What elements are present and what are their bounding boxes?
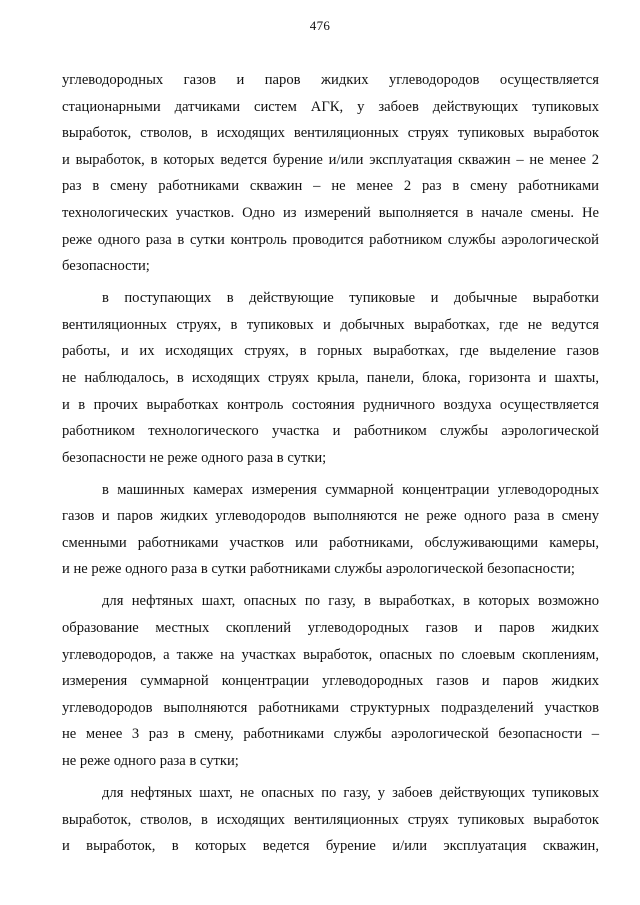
paragraph-1 <box>62 67 599 280</box>
paragraph-4 <box>62 588 599 774</box>
page-number: 476 <box>309 18 331 33</box>
text-line: углеводородов выполняются работниками структурных подразделений участков <box>62 699 599 716</box>
text-line: не реже одного раза в сутки; <box>62 753 239 770</box>
text-line: и в прочих выработках контроль состояния рудничного воздуха осуществляется <box>62 396 599 413</box>
text-line: и не реже одного раза в сутки работниками службы аэрологической безопасности; <box>62 561 575 578</box>
text-line: образование местных скоплений углеводородных газов и паров жидких <box>62 620 599 637</box>
text-line: сменными работниками участков или работниками, обслуживающими камеры, <box>62 534 599 551</box>
paragraph-5 <box>62 780 599 860</box>
text-line: в машинных камерах измерения суммарной концентрации углеводородных <box>102 481 599 498</box>
paragraph-2 <box>62 285 599 471</box>
text-line: не наблюдалось, в исходящих струях крыла, панели, блока, горизонта и шахты, <box>62 369 599 386</box>
text-line: работником технологического участка и работником службы аэрологической <box>62 423 599 440</box>
text-line: реже одного раза в сутки контроль проводится работником службы аэрологической <box>62 231 599 248</box>
text-line: раз в смену работниками скважин – не менее 2 раз в смену работниками <box>62 178 599 195</box>
text-line: газов и паров жидких углеводородов выполняются не реже одного раза в смену <box>62 508 599 525</box>
text-line: и выработок, в которых ведется бурение и/или эксплуатация скважин, <box>62 838 599 855</box>
text-line: углеводородов, а также на участках выработок, опасных по слоевым скоплениям, <box>62 646 599 663</box>
text-line: выработок, стволов, в исходящих вентиляционных струях тупиковых выработок <box>62 811 599 828</box>
text-line: для нефтяных шахт, опасных по газу, в выработках, в которых возможно <box>102 593 599 610</box>
text-line: в поступающих в действующие тупиковые и добычные выработки <box>102 290 599 307</box>
text-line: безопасности не реже одного раза в сутки; <box>62 449 327 466</box>
text-line: углеводородных газов и паров жидких углеводородов осуществляется <box>62 72 599 88</box>
text-line: измерения суммарной концентрации углеводородных газов и паров жидких <box>62 673 599 690</box>
text-line: стационарными датчиками систем АГК, у забоев действующих тупиковых <box>62 98 599 115</box>
text-line: безопасности; <box>62 258 150 275</box>
text-line: вентиляционных струях, в тупиковых и добычных выработках, где не ведутся <box>62 316 599 333</box>
text-line: не менее 3 раз в смену, работниками службы аэрологической безопасности – <box>62 726 599 743</box>
text-line: и выработок, в которых ведется бурение и/или эксплуатация скважин – не менее 2 <box>62 151 599 168</box>
text-line: работы, и их исходящих струях, в горных выработках, где выделение газов <box>62 343 599 360</box>
paragraph-3 <box>62 477 599 583</box>
document-body <box>62 67 599 860</box>
text-line: для нефтяных шахт, не опасных по газу, у забоев действующих тупиковых <box>102 785 599 801</box>
text-line: выработок, стволов, в исходящих вентиляционных струях тупиковых выработок <box>62 125 599 142</box>
text-line: технологических участков. Одно из измерений выполняется в начале смены. Не <box>62 204 599 221</box>
